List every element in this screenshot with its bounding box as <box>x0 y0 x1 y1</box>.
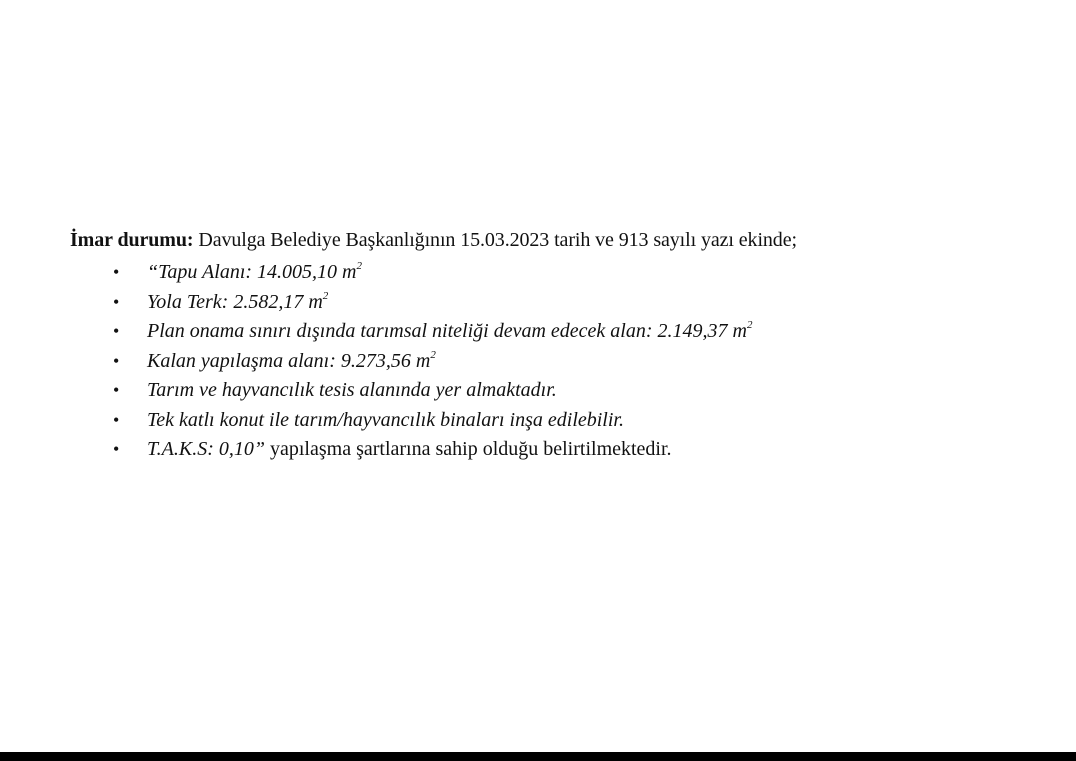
item-text: Tek katlı konut ile tarım/hayvancılık binaları inşa edilebilir. <box>147 408 624 431</box>
intro-text: Davulga Belediye Başkanlığının 15.03.2023 tarih ve 913 sayılı yazı ekinde; <box>193 229 797 251</box>
item-superscript: 2 <box>746 319 753 331</box>
item-superscript: 2 <box>430 348 436 361</box>
list-item <box>70 435 1060 465</box>
intro-label: İmar durumu: <box>70 229 194 251</box>
item-text: T.A.K.S: 0,10” <box>147 438 265 460</box>
bullet-icon: • <box>113 262 120 282</box>
item-text: Tarım ve hayvancılık tesis alanında yer almaktadır. <box>147 379 557 401</box>
list-item <box>70 406 1060 436</box>
list-item <box>70 317 1060 347</box>
item-text: Kalan yapılaşma alanı: 9.273,56 m <box>147 349 431 372</box>
bullet-icon: • <box>113 380 120 400</box>
intro-paragraph <box>70 226 1060 254</box>
list-item <box>70 258 1060 288</box>
item-text: Plan onama sınırı dışında tarımsal niteliği devam edecek alan: 2.149,37 m <box>147 320 747 342</box>
bullet-icon: • <box>113 409 120 430</box>
zoning-details-list <box>70 258 1060 465</box>
item-superscript: 2 <box>356 260 362 272</box>
bottom-edge-bar <box>0 752 1076 761</box>
bullet-icon: • <box>113 291 120 312</box>
list-item <box>70 288 1060 318</box>
list-item <box>70 347 1060 377</box>
zoning-status-section <box>70 226 1060 465</box>
item-text: “Tapu Alanı: 14.005,10 m <box>147 261 357 283</box>
bullet-icon: • <box>113 321 120 341</box>
bullet-icon: • <box>113 350 120 371</box>
bullet-icon: • <box>113 439 120 459</box>
list-item <box>70 376 1060 406</box>
item-text: Yola Terk: 2.582,17 m <box>147 290 323 313</box>
item-superscript: 2 <box>322 289 329 302</box>
item-tail: yapılaşma şartlarına sahip olduğu belirtilmektedir. <box>264 438 672 460</box>
